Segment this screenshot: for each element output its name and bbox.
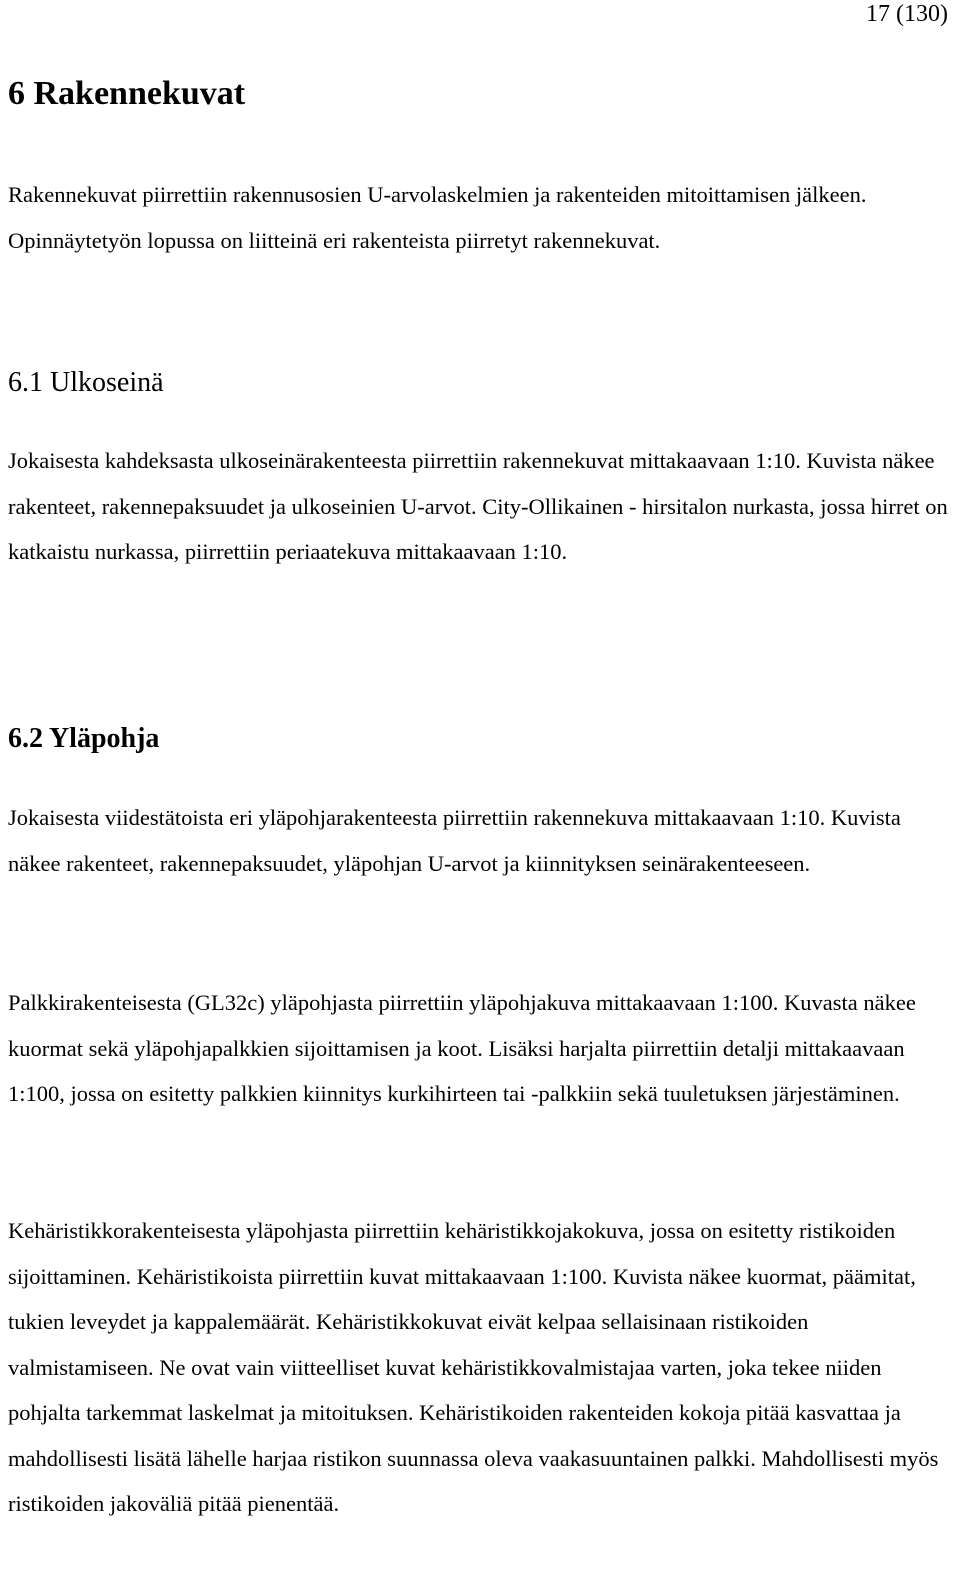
page-number: 17 (130) (866, 1, 948, 27)
section-6-2-paragraph-1: Jokaisesta viidestätoista eri yläpohjarakenteesta piirrettiin rakennekuva mittakaavaan 1:10. Kuvista näkee rakenteet, rakennepaksuudet, yläpohjan U-arvot ja kiinnityksen seinärakenteeseen. (8, 805, 901, 876)
section-6-heading: 6 Rakennekuvat (8, 75, 246, 112)
section-6-2-paragraph-3: Kehäristikkorakenteisesta yläpohjasta piirrettiin kehäristikkojakokuva, jossa on esitetty ristikoiden sijoittaminen. Kehäristikoista piirrettiin kuvat mittakaavaan 1:100. Kuvista näkee kuormat, päämitat, tukien leveydet ja kappalemäärät. Kehäristikkokuvat eivät kelpaa sellaisinaan ristikoiden valmistamiseen. Ne ovat vain viitteelliset kuvat kehäristikkovalmistajaa varten, joka tekee niiden pohjalta tarkemmat laskelmat ja mitoituksen. Kehäristikoiden rakenteiden kokoja pitää kasvattaa ja mahdollisesti lisätä lähelle harjaa ristikon suunnassa oleva vaakasuuntainen palkki. Mahdollisesti myös ristikoiden jakoväliä pitää pienentää. (8, 1218, 939, 1516)
section-6-2-paragraph-2: Palkkirakenteisesta (GL32c) yläpohjasta piirrettiin yläpohjakuva mittakaavaan 1:100. Kuvasta näkee kuormat sekä yläpohjapalkkien sijoittamisen ja koot. Lisäksi harjalta piirrettiin detalji mittakaavaan 1:100, jossa on esitetty palkkien kiinnitys kurkihirteen tai -palkkiin sekä tuuletuksen järjestäminen. (8, 990, 916, 1106)
section-6-1-heading: 6.1 Ulkoseinä (8, 367, 164, 398)
section-6-2-heading: 6.2 Yläpohja (8, 723, 160, 754)
section-6-intro-paragraph: Rakennekuvat piirrettiin rakennusosien U-arvolaskelmien ja rakenteiden mitoittamisen jälkeen. Opinnäytetyön lopussa on liitteinä eri rakenteista piirretyt rakennekuvat. (8, 182, 867, 253)
section-6-1-paragraph: Jokaisesta kahdeksasta ulkoseinärakenteesta piirrettiin rakennekuvat mittakaavaan 1:10. Kuvista näkee rakenteet, rakennepaksuudet ja ulkoseinien U-arvot. City-Ollikainen - hirsitalon nurkasta, jossa hirret on katkaistu nurkassa, piirrettiin periaatekuva mittakaavaan 1:10. (8, 448, 948, 564)
